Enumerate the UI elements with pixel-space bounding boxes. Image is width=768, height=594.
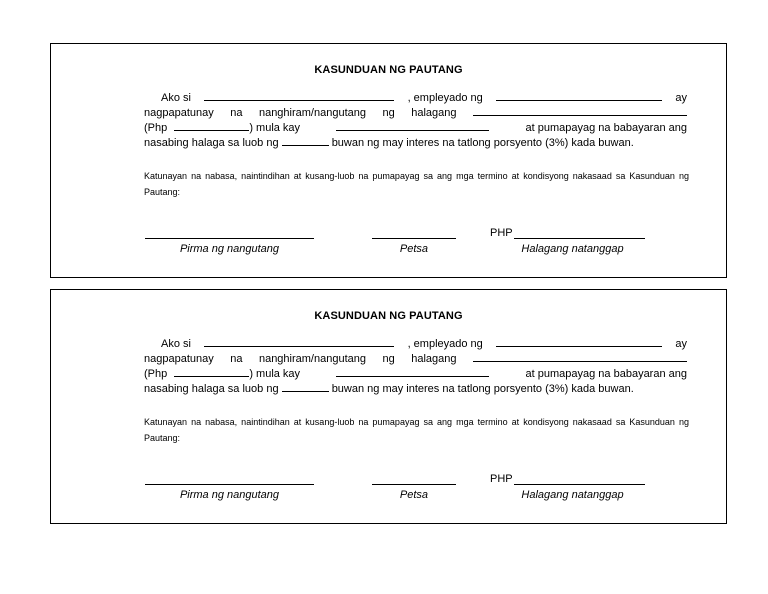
loan-agreement-form-2 <box>50 289 727 524</box>
amount-received-field <box>490 473 645 485</box>
borrower-signature-line[interactable] <box>145 484 314 485</box>
date-line[interactable] <box>372 238 456 239</box>
agreement-line-2 <box>144 351 687 365</box>
word-ng: ng <box>382 107 395 119</box>
ako-si-label: Ako si <box>161 92 191 104</box>
within-label: nasabing halaga sa luob ng <box>144 137 279 149</box>
ay-label: ay <box>675 338 687 350</box>
agreement-line-1 <box>144 90 687 104</box>
agreement-line-4 <box>144 135 687 149</box>
php-open-label: (Php <box>144 368 168 380</box>
borrower-name-blank[interactable] <box>204 90 394 101</box>
amount-received-line[interactable] <box>514 228 645 239</box>
form-title: KASUNDUAN NG PAUTANG <box>314 64 463 76</box>
php-amount-blank[interactable] <box>174 366 249 377</box>
acknowledgement-note: Katunayan na nabasa, naintindihan at kusang-luob na pumapayag sa ang mga termino at kondisyong nakasaad sa Kasunduan ng Pautang: <box>144 417 689 443</box>
agreement-line-2 <box>144 105 687 119</box>
agreement-line-3 <box>144 366 687 380</box>
agree-to-pay-label: at pumapayag na babayaran ang <box>525 122 687 134</box>
months-blank[interactable] <box>282 135 329 146</box>
word-nanghiram: nanghiram/nangutang <box>258 107 366 119</box>
agreement-line-1 <box>144 336 687 350</box>
date-caption: Petsa <box>399 243 429 255</box>
php-amount-blank[interactable] <box>174 120 249 131</box>
amount-received-line[interactable] <box>514 474 645 485</box>
php-label: PHP <box>490 473 513 485</box>
form-title: KASUNDUAN NG PAUTANG <box>314 310 463 322</box>
word-halagang: halagang <box>411 107 457 119</box>
amount-received-field <box>490 227 645 239</box>
mula-kay-label: ) mula kay <box>249 368 301 380</box>
php-open-label: (Php <box>144 122 168 134</box>
loan-agreement-form-1 <box>50 43 727 278</box>
acknowledgement-note: Katunayan na nabasa, naintindihan at kusang-luob na pumapayag sa ang mga termino at kondisyong nakasaad sa Kasunduan ng Pautang: <box>144 171 689 197</box>
date-caption: Petsa <box>399 489 429 501</box>
word-na: na <box>230 353 243 365</box>
interest-terms-label: buwan ng may interes na tatlong porsyento (3%) kada buwan. <box>331 383 634 395</box>
borrower-signature-line[interactable] <box>145 238 314 239</box>
borrower-name-blank[interactable] <box>204 336 394 347</box>
amount-words-blank[interactable] <box>473 105 687 116</box>
borrower-signature-caption: Pirma ng nangutang <box>179 243 280 255</box>
agreement-line-4 <box>144 381 687 395</box>
word-nanghiram: nanghiram/nangutang <box>258 353 366 365</box>
ay-label: ay <box>675 92 687 104</box>
months-blank[interactable] <box>282 381 329 392</box>
borrower-signature-caption: Pirma ng nangutang <box>179 489 280 501</box>
within-label: nasabing halaga sa luob ng <box>144 383 279 395</box>
agree-to-pay-label: at pumapayag na babayaran ang <box>525 368 687 380</box>
word-nagpapatunay: nagpapatunay <box>144 353 214 365</box>
mula-kay-label: ) mula kay <box>249 122 301 134</box>
lender-name-blank[interactable] <box>336 120 489 131</box>
agreement-line-3 <box>144 120 687 134</box>
employer-blank[interactable] <box>496 336 662 347</box>
amount-words-blank[interactable] <box>473 351 687 362</box>
lender-name-blank[interactable] <box>336 366 489 377</box>
employed-at-label: , empleyado ng <box>407 92 483 104</box>
amount-received-caption: Halagang natanggap <box>521 489 624 501</box>
ako-si-label: Ako si <box>161 338 191 350</box>
word-na: na <box>230 107 243 119</box>
word-ng: ng <box>382 353 395 365</box>
date-line[interactable] <box>372 484 456 485</box>
amount-received-caption: Halagang natanggap <box>521 243 624 255</box>
word-nagpapatunay: nagpapatunay <box>144 107 214 119</box>
interest-terms-label: buwan ng may interes na tatlong porsyento (3%) kada buwan. <box>331 137 634 149</box>
employer-blank[interactable] <box>496 90 662 101</box>
employed-at-label: , empleyado ng <box>407 338 483 350</box>
word-halagang: halagang <box>411 353 457 365</box>
php-label: PHP <box>490 227 513 239</box>
